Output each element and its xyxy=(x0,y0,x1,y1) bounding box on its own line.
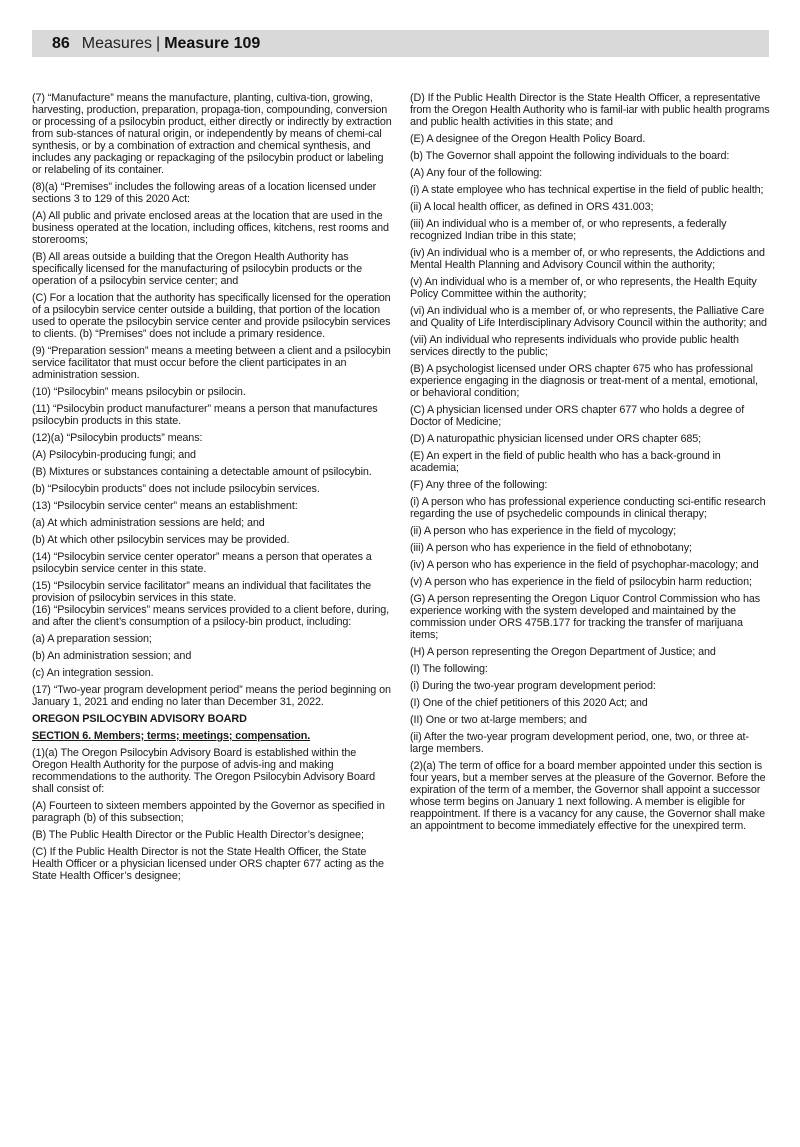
paragraph: (i) During the two-year program development period: xyxy=(410,680,656,692)
page-header xyxy=(32,30,769,57)
paragraph: (C) A physician licensed under ORS chapter 677 who holds a degree of Doctor of Medicine; xyxy=(410,404,745,428)
paragraph: (i) A state employee who has technical expertise in the field of public health; xyxy=(410,184,764,196)
paragraph: (b) The Governor shall appoint the following individuals to the board: xyxy=(410,150,730,162)
paragraph: (ii) After the two-year program development period, one, two, or three at-large members. xyxy=(410,731,749,755)
paragraph: (i) A person who has professional experience conducting sci-entific research regarding the use of psychedelic compounds in clinical therapy; xyxy=(410,496,766,520)
paragraph: (13) “Psilocybin service center” means an establishment: xyxy=(32,500,298,512)
paragraph: (A) Any four of the following: xyxy=(410,167,543,179)
paragraph: (B) All areas outside a building that the Oregon Health Authority has specifically licensed for the manufacturing of psilocybin products or the operation of a psilocybin service center; and xyxy=(32,251,362,287)
header-section: Measures xyxy=(81,34,153,52)
paragraph: (B) The Public Health Director or the Public Health Director’s designee; xyxy=(32,829,364,841)
paragraph: (C) If the Public Health Director is not the State Health Officer, the State Health Officer or a physician licensed under ORS chapter 677 acting as the State Health Officer’s designee; xyxy=(32,846,384,882)
page-number: 86 xyxy=(52,34,70,52)
paragraph: (ii) A local health officer, as defined in ORS 431.003; xyxy=(410,201,654,213)
paragraph: (A) Psilocybin-producing fungi; and xyxy=(32,449,196,461)
paragraph: (9) “Preparation session” means a meeting between a client and a psilocybin service facilitator that must occur before the client participates in an administration session. xyxy=(32,345,391,381)
paragraph: (b) An administration session; and xyxy=(32,650,192,662)
right-column xyxy=(410,92,770,837)
paragraph: (16) “Psilocybin services” means services provided to a client before, during, and after the client’s consumption of a psilocy-bin product, including: xyxy=(32,604,390,628)
paragraph: (v) A person who has experience in the field of psilocybin harm reduction; xyxy=(410,576,752,588)
paragraph: (b) At which other psilocybin services may be provided. xyxy=(32,534,290,546)
paragraph: (vi) An individual who is a member of, or who represents, the Palliative Care and Quality of Life Interdisciplinary Advisory Council within the authority; and xyxy=(410,305,767,329)
paragraph: (b) “Psilocybin products” does not include psilocybin services. xyxy=(32,483,320,495)
paragraph: (c) An integration session. xyxy=(32,667,154,679)
paragraph: (12)(a) “Psilocybin products” means: xyxy=(32,432,203,444)
paragraph: (B) Mixtures or substances containing a detectable amount of psilocybin. xyxy=(32,466,372,478)
paragraph: (F) Any three of the following: xyxy=(410,479,548,491)
header-separator: | xyxy=(156,34,161,52)
paragraph: (11) “Psilocybin product manufacturer” means a person that manufactures psilocybin products in this state. xyxy=(32,403,378,427)
paragraph: (1)(a) The Oregon Psilocybin Advisory Board is established within the Oregon Health Authority for the purpose of advis-ing and making recommendations to the authority. The Oregon Psilocybin Advisory Board shall consist of: xyxy=(32,747,376,795)
paragraph: (a) At which administration sessions are held; and xyxy=(32,517,265,529)
paragraph: (I) One of the chief petitioners of this 2020 Act; and xyxy=(410,697,648,709)
paragraph: (D) A naturopathic physician licensed under ORS chapter 685; xyxy=(410,433,702,445)
paragraph: (C) For a location that the authority has specifically licensed for the operation of a psilocybin service center outside a building, that portion of the location used to operate the psilocybin service center and provide psilocybin services to clients. (b) “Premises” does not include a primary residence. xyxy=(32,292,391,340)
paragraph: (A) All public and private enclosed areas at the location that are used in the business operated at the location, including offices, kitchens, rest rooms and storerooms; xyxy=(32,210,389,246)
paragraph: (E) An expert in the field of public health who has a back-ground in academia; xyxy=(410,450,721,474)
paragraph: (iii) An individual who is a member of, or who represents, a federally recognized Indian tribe in this state; xyxy=(410,218,727,242)
left-column xyxy=(32,92,394,887)
paragraph: (a) A preparation session; xyxy=(32,633,152,645)
paragraph: (iv) An individual who is a member of, or who represents, the Addictions and Mental Health Planning and Advisory Council within the authority; xyxy=(410,247,765,271)
header-measure: Measure 109 xyxy=(164,34,261,52)
section-title: SECTION 6. Members; terms; meetings; compensation. xyxy=(32,730,311,742)
paragraph: (10) “Psilocybin” means psilocybin or psilocin. xyxy=(32,386,246,398)
paragraph: (H) A person representing the Oregon Department of Justice; and xyxy=(410,646,716,658)
paragraph: (D) If the Public Health Director is the State Health Officer, a representative from the Oregon Health Authority who is famil-iar with public health programs and public health activities in this state; and xyxy=(410,92,770,128)
paragraph: (v) An individual who is a member of, or who represents, the Health Equity Policy Committee within the authority; xyxy=(410,276,757,300)
paragraph: (iii) A person who has experience in the field of ethnobotany; xyxy=(410,542,692,554)
paragraph: (II) One or two at-large members; and xyxy=(410,714,587,726)
paragraph: (G) A person representing the Oregon Liquor Control Commission who has experience working with the system developed and maintained by the commission under ORS 475B.177 for tracking the transfer of marijuana items; xyxy=(410,593,761,641)
paragraph: (7) “Manufacture” means the manufacture, planting, cultiva-tion, growing, harvesting, production, preparation, propaga-tion, compounding, conversion or processing of a psilocybin product, either directly or indirectly by extraction from sub-stances of natural origin, or independently by means of chemi-cal synthesis, or by a combination of extraction and chemical synthesis, and includes any packaging or repackaging of the psilocybin product or labeling or relabeling of its container. xyxy=(32,92,392,176)
paragraph: (E) A designee of the Oregon Health Policy Board. xyxy=(410,133,646,145)
paragraph: (A) Fourteen to sixteen members appointed by the Governor as specified in paragraph (b) of this subsection; xyxy=(32,800,385,824)
paragraph: (17) “Two-year program development period” means the period beginning on January 1, 2021 and ending no later than December 31, 2022. xyxy=(32,684,391,708)
paragraph: (B) A psychologist licensed under ORS chapter 675 who has professional experience engaging in the diagnosis or treat-ment of a mental, emotional, or behavioral condition; xyxy=(410,363,758,399)
paragraph: (iv) A person who has experience in the field of psychophar-macology; and xyxy=(410,559,759,571)
paragraph: (2)(a) The term of office for a board member appointed under this section is four years, but a member serves at the pleasure of the Governor. Before the expiration of the term of a member, the Governor shall appoint a successor whose term begins on January 1 next following. A member is eligible for reappointment. If there is a vacancy for any cause, the Governor shall make an appointment to become immediately effective for the unexpired term. xyxy=(410,760,766,832)
paragraph: (8)(a) “Premises” includes the following areas of a location licensed under sections 3 to 129 of this 2020 Act: xyxy=(32,181,377,205)
paragraph: (ii) A person who has experience in the field of mycology; xyxy=(410,525,677,537)
paragraph: (14) “Psilocybin service center operator” means a person that operates a psilocybin service center in this state. xyxy=(32,551,372,575)
section-heading: OREGON PSILOCYBIN ADVISORY BOARD xyxy=(32,713,247,725)
paragraph: (I) The following: xyxy=(410,663,488,675)
paragraph: (15) “Psilocybin service facilitator” means an individual that facilitates the provision of psilocybin services in this state. xyxy=(32,580,372,604)
paragraph: (vii) An individual who represents individuals who provide public health services directly to the public; xyxy=(410,334,739,358)
